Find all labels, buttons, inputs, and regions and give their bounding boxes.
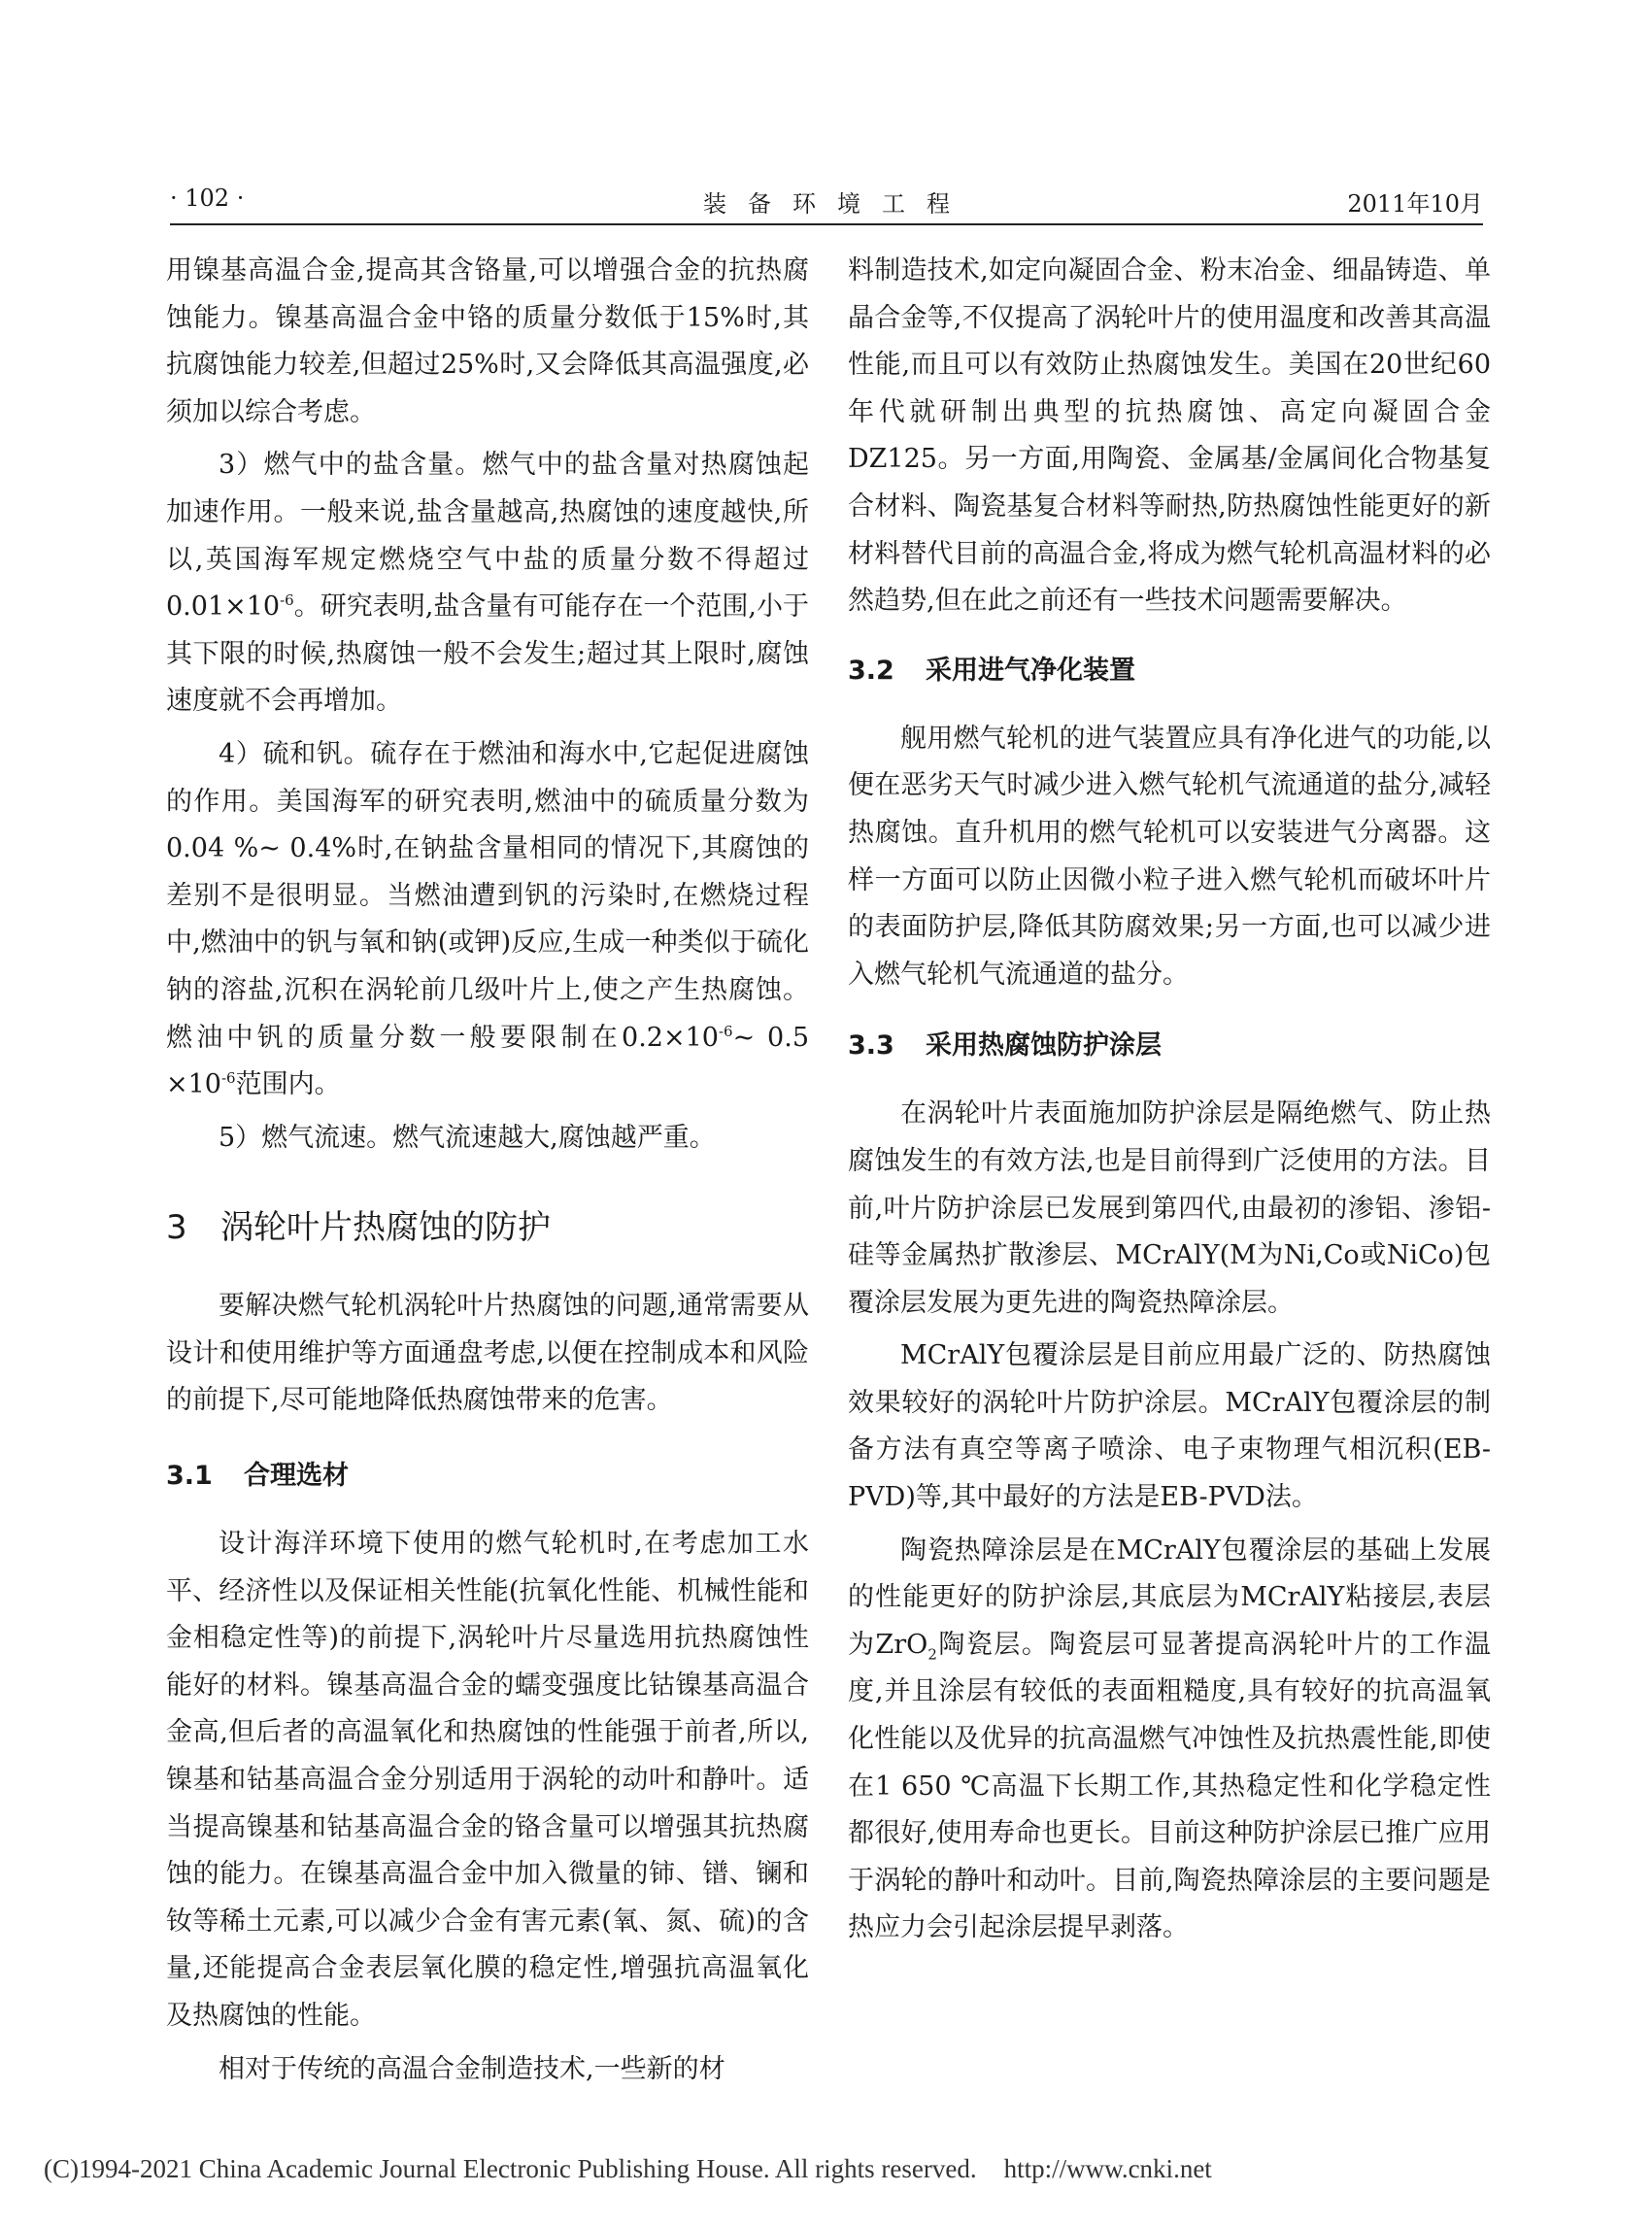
left-column: [166, 248, 809, 2093]
paragraph: 设计海洋环境下使用的燃气轮机时,在考虑加工水平、经济性以及保证相关性能(抗氧化性能、机械性能和金相稳定性等)的前提下,涡轮叶片尽量选用抗热腐蚀性能好的材料。镍基高温合金的蠕变强度比钴镍基高温合金高,但后者的高温氧化和热腐蚀的性能强于前者,所以,镍基和钴基高温合金分别适用于涡轮的动叶和静叶。适当提高镍基和钴基高温合金的铬含量可以增强其抗热腐蚀的能力。在镍基高温合金中加入微量的铈、镨、镧和钕等稀土元素,可以减少合金有害元素(氧、氮、硫)的含量,还能提高合金表层氧化膜的稳定性,增强抗高温氧化及热腐蚀的性能。: [166, 1529, 809, 2031]
page-number: · 102 ·: [170, 185, 245, 212]
subsection-title: 3.2 采用进气净化装置: [848, 655, 1135, 686]
paragraph: 相对于传统的高温合金制造技术,一些新的材: [219, 2053, 725, 2084]
paragraph: 在涡轮叶片表面施加防护涂层是隔绝燃气、防止热腐蚀发生的有效方法,也是目前得到广泛使用的方法。目前,叶片防护涂层已发展到第四代,由最初的渗铝、渗铝-硅等金属热扩散渗层、MCrAlY(M为Ni,Co或NiCo)包覆涂层发展为更先进的陶瓷热障涂层。: [848, 1098, 1491, 1318]
paragraph-thermal-barrier: 陶瓷热障涂层是在MCrAlY包覆涂层的基础上发展的性能更好的防护涂层,其底层为MCrAlY粘接层,表层为ZrO$_2$陶瓷层。陶瓷层可显著提高涡轮叶片的工作温度,并且涂层有较低的表面粗糙度,具有较好的抗高温氧化性能以及优异的抗高温燃气冲蚀性及抗热震性能,即使在1 650 ℃高温下长期工作,其热稳定性和化学稳定性都很好,使用寿命也更长。目前这种防护涂层已推广应用于涡轮的静叶和动叶。目前,陶瓷热障涂层的主要问题是热应力会引起涂层提早剥落。: [848, 1535, 1491, 1943]
paragraph-gas-velocity: 5）燃气流速。燃气流速越大,腐蚀越严重。: [219, 1122, 716, 1153]
paragraph-salt-content: 3）燃气中的盐含量。燃气中的盐含量对热腐蚀起加速作用。一般来说,盐含量越高,热腐蚀的速度越快,所以,英国海军规定燃烧空气中盐的质量分数不得超过$0.01\times 10^{-6}$。研究表明,盐含量有可能存在一个范围,小于其下限的时候,热腐蚀一般不会发生;超过其上限时,腐蚀速度就不会再增加。: [166, 450, 809, 717]
subsection-title: 3.3 采用热腐蚀防护涂层: [848, 1030, 1162, 1062]
section-title: 3 涡轮叶片热腐蚀的防护: [166, 1208, 551, 1248]
paragraph: MCrAlY包覆涂层是目前应用最广泛的、防热腐蚀效果较好的涡轮叶片防护涂层。MCrAlY包覆涂层的制备方法有真空等离子喷涂、电子束物理气相沉积(EB-PVD)等,其中最好的方法是EB-PVD法。: [848, 1340, 1491, 1513]
paragraph: 料制造技术,如定向凝固合金、粉末冶金、细晶铸造、单晶合金等,不仅提高了涡轮叶片的使用温度和改善其高温性能,而且可以有效防止热腐蚀发生。美国在20世纪60年代就研制出典型的抗热腐蚀、高定向凝固合金DZ125。另一方面,用陶瓷、金属基/金属间化合物基复合材料、陶瓷基复合材料等耐热,防热腐蚀性能更好的新材料替代目前的高温合金,将成为燃气轮机高温材料的必然趋势,但在此之前还有一些技术问题需要解决。: [848, 255, 1491, 617]
subsection-title: 3.1 合理选材: [166, 1461, 349, 1492]
paragraph: 要解决燃气轮机涡轮叶片热腐蚀的问题,通常需要从设计和使用维护等方面通盘考虑,以便在控制成本和风险的前提下,尽可能地降低热腐蚀带来的危害。: [166, 1291, 809, 1416]
cnki-link[interactable]: http://www.cnki.net: [1003, 2154, 1212, 2183]
issue-date: 2011年10月: [1347, 190, 1483, 218]
paragraph-sulfur-vanadium: 4）硫和钒。硫存在于燃油和海水中,它起促进腐蚀的作用。美国海军的研究表明,燃油中的硫质量分数为0.04 %~ 0.4%时,在钠盐含量相同的情况下,其腐蚀的差别不是很明显。当燃油遭到钒的污染时,在燃烧过程中,燃油中的钒与氧和钠(或钾)反应,生成一种类似于硫化钠的溶盐,沉积在涡轮前几级叶片上,使之产生热腐蚀。燃油中钒的质量分数一般要限制在$0.2\times 10^{-6}\sim$ $0.5 \times 10^{-6}$范围内。: [166, 738, 809, 1100]
paragraph: 用镍基高温合金,提高其含铬量,可以增强合金的抗热腐蚀能力。镍基高温合金中铬的质量分数低于15%时,其抗腐蚀能力较差,但超过25%时,又会降低其高温强度,必须加以综合考虑。: [166, 255, 809, 427]
page-header: [170, 181, 1483, 225]
copyright-footer: [44, 2154, 1617, 2184]
copyright-text: (C)1994-2021 China Academic Journal Electronic Publishing House. All rights reserved.: [44, 2154, 977, 2183]
journal-name: 装备环境工程: [703, 190, 971, 218]
right-column: [848, 248, 1491, 1952]
paragraph: 舰用燃气轮机的进气装置应具有净化进气的功能,以便在恶劣天气时减少进入燃气轮机气流通道的盐分,减轻热腐蚀。直升机用的燃气轮机可以安装进气分离器。这样一方面可以防止因微小粒子进入燃气轮机而破坏叶片的表面防护层,降低其防腐效果;另一方面,也可以减少进入燃气轮机气流通道的盐分。: [848, 723, 1491, 990]
